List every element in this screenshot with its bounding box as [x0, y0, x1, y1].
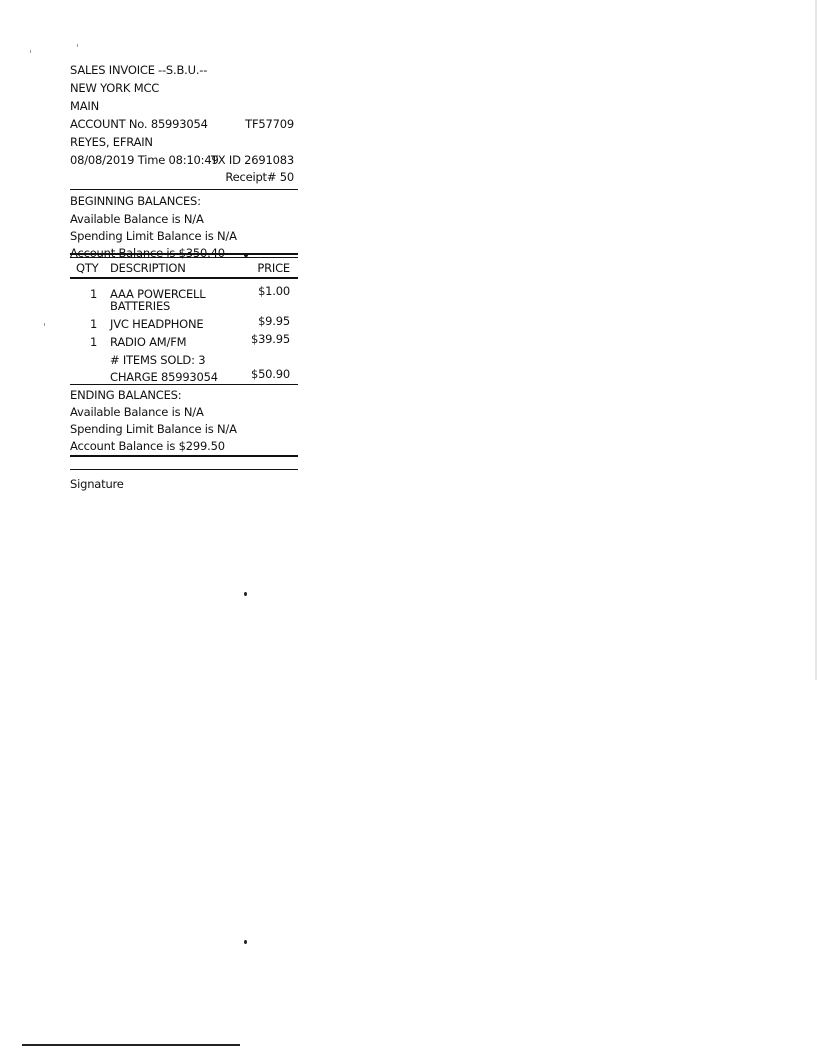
items-header-row [70, 260, 302, 276]
ending-balances-heading: ENDING BALANCES: [70, 388, 182, 402]
datetime-row [70, 152, 302, 168]
item-price: $9.95 [258, 314, 290, 328]
customer-name: REYES, EFRAIN [70, 135, 153, 149]
ending-available-balance: Available Balance is N/A [70, 405, 204, 419]
sbu-label: --S.B.U.-- [158, 63, 208, 77]
signature-line [70, 469, 298, 470]
double-divider [70, 253, 298, 255]
account-number: ACCOUNT No. 85993054 [70, 117, 208, 131]
invoice-title-row [70, 62, 302, 78]
receipt-row [70, 169, 302, 185]
item-qty: 1 [90, 317, 98, 331]
qty-header: QTY [76, 261, 99, 275]
table-row [70, 334, 302, 350]
double-divider [70, 257, 298, 258]
terminal-id: TF57709 [245, 117, 294, 131]
account-row [70, 116, 302, 132]
item-description-line2: BATTERIES [110, 299, 171, 313]
scan-mark [44, 323, 45, 326]
beginning-spending-limit: Spending Limit Balance is N/A [70, 229, 237, 243]
table-row [70, 316, 302, 332]
scan-speck [244, 592, 247, 596]
transaction-id: TX ID 2691083 [210, 153, 294, 167]
price-header: PRICE [257, 261, 290, 275]
header-underline [70, 277, 298, 279]
item-description: RADIO AM/FM [110, 335, 187, 349]
branch: MAIN [70, 99, 99, 113]
page-footer-rule [22, 1044, 240, 1046]
transaction-datetime: 08/08/2019 Time 08:10:49 [70, 153, 219, 167]
scan-mark [30, 50, 31, 53]
item-description: AAA POWERCELL [110, 287, 206, 301]
location: NEW YORK MCC [70, 81, 160, 95]
description-header: DESCRIPTION [110, 261, 186, 275]
ending-spending-limit: Spending Limit Balance is N/A [70, 422, 237, 436]
invoice-title: SALES INVOICE [70, 63, 155, 77]
receipt-number: Receipt# 50 [225, 170, 294, 184]
divider [70, 384, 298, 385]
charge-amount: $50.90 [250, 367, 290, 381]
ending-account-balance: Account Balance is $299.50 [70, 439, 225, 453]
item-price: $39.95 [250, 332, 290, 346]
beginning-balances-heading: BEGINNING BALANCES: [70, 194, 201, 208]
table-row-continuation [70, 298, 302, 314]
divider [70, 455, 298, 457]
item-qty: 1 [90, 335, 98, 349]
scan-speck [244, 940, 247, 944]
charge-row [70, 369, 302, 385]
beginning-available-balance: Available Balance is N/A [70, 212, 204, 226]
item-price: $1.00 [258, 284, 290, 298]
items-sold-label: # ITEMS SOLD: 3 [110, 353, 206, 367]
charge-label: CHARGE 85993054 [110, 370, 218, 384]
item-description: JVC HEADPHONE [110, 317, 204, 331]
divider [70, 189, 298, 190]
item-qty: 1 [90, 287, 98, 301]
scan-mark [77, 44, 78, 47]
signature-label: Signature [70, 477, 124, 491]
